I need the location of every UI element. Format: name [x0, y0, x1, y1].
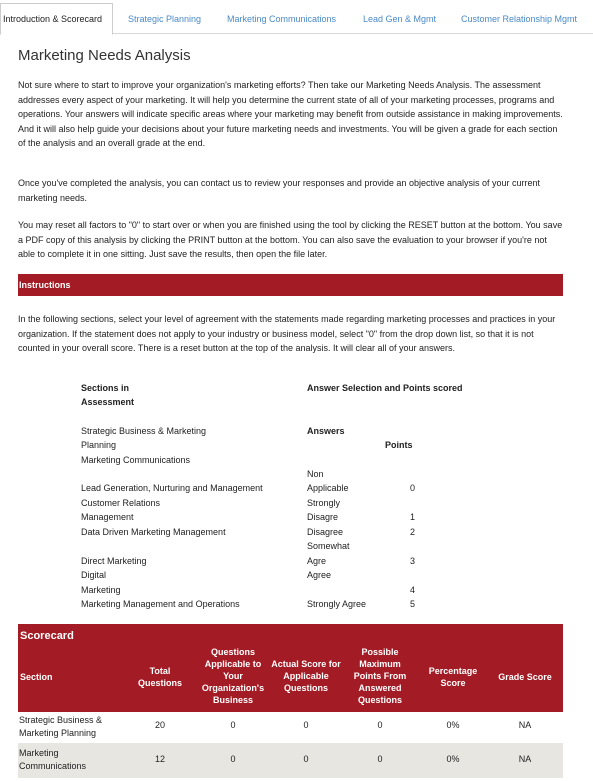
- column-possible-points: Possible Maximum Points From Answered Questions: [353, 647, 407, 705]
- legend-answer: Strongly Agree: [307, 599, 367, 609]
- intro-paragraph-3: You may reset all factors to "0" to start over or when you are finished using the tool by clicking the RESET button at the bottom. You save a PDF copy of this analysis by clicking the PRINT button at the bottom. You can also save the evaluation to your browser if you're not able to complete it in one sitting. Just save the results, then open the file later.: [18, 220, 563, 259]
- row-applicable: 0: [230, 754, 236, 764]
- tab-marketing-communications[interactable]: Marketing Communications: [227, 14, 337, 24]
- legend-point: 5: [410, 599, 416, 609]
- legend-section: Customer Relations: [81, 498, 161, 508]
- tab-customer-relationship-mgmt[interactable]: Customer Relationship Mgmt: [461, 14, 578, 24]
- column-total-questions: Total Questions: [137, 666, 182, 688]
- legend-section: Marketing: [81, 585, 121, 595]
- legend-answer: Agre: [307, 556, 327, 566]
- answer-selection-header: Answer Selection and Points scored: [307, 383, 463, 393]
- legend-section: Planning: [81, 440, 117, 450]
- legend-point: 1: [410, 512, 416, 522]
- legend-section: Marketing Communications: [81, 455, 191, 465]
- row-possible: 0: [377, 754, 383, 764]
- intro-paragraph-2: Once you've completed the analysis, you can contact us to review your responses and provide an objective analysis of your current marketing needs.: [18, 178, 540, 203]
- legend-section: Management: [81, 512, 134, 522]
- row-section: Strategic Business & Marketing Planning: [19, 715, 103, 738]
- legend-section: Direct Marketing: [81, 556, 147, 566]
- legend-point: 4: [410, 585, 416, 595]
- legend-answer: Non: [307, 469, 324, 479]
- column-grade: Grade Score: [498, 672, 552, 682]
- row-possible: 0: [377, 720, 383, 730]
- tab-lead-gen-mgmt[interactable]: Lead Gen & Mgmt: [363, 14, 437, 24]
- legend-answer: Somewhat: [307, 541, 350, 551]
- row-grade: NA: [518, 720, 532, 730]
- legend-answer: Disagree: [307, 527, 344, 537]
- column-section: Section: [20, 672, 53, 682]
- legend-section: Marketing Management and Operations: [81, 599, 240, 609]
- tab-strategic-planning[interactable]: Strategic Planning: [128, 14, 202, 24]
- legend-point: 2: [410, 527, 416, 537]
- instructions-text: In the following sections, select your level of agreement with the statements made regarding marketing processes and practices in your organization. If the statement does not apply to your industry or business model, select "0" from the drop down list, so that it is not counted in your overall score. There is a reset button at the top of the analysis. It will clear all of your answers.: [18, 314, 556, 353]
- instructions-heading: Instructions: [18, 274, 563, 296]
- sections-header-2: Assessment: [81, 397, 135, 407]
- row-percentage: 0%: [446, 754, 460, 764]
- legend-answer: Agree: [307, 570, 332, 580]
- row-percentage: 0%: [446, 720, 460, 730]
- column-applicable-questions: Questions Applicable to Your Organization's Business: [201, 647, 265, 705]
- scorecard-header: [18, 624, 563, 712]
- legend-answer: Applicable: [307, 483, 349, 493]
- answers-label: Answers: [307, 426, 345, 436]
- table-row: [18, 712, 563, 743]
- scorecard-title: Scorecard: [20, 630, 74, 642]
- legend-answer: Strongly: [307, 498, 341, 508]
- legend-section: Lead Generation, Nurturing and Management: [81, 483, 263, 493]
- legend-section: Digital: [81, 570, 107, 580]
- intro-paragraph-1: Not sure where to start to improve your organization's marketing efforts? Then take our Marketing Needs Analysis. The assessment addresses every aspect of your marketing. It will help you determine the current state of all of your marketing processes, programs and operations. Your answers will indicate specific areas where your marketing may benefit from outside assistance in making improvements. And it will also help guide your decisions about your future marketing needs and investments. You will be given a grade for each section of the analysis and an overall grade at the end.: [18, 80, 563, 148]
- row-total: 12: [154, 754, 165, 764]
- row-total: 20: [154, 720, 165, 730]
- tab-introduction-scorecard[interactable]: Introduction & Scorecard: [0, 3, 113, 35]
- row-grade: NA: [518, 754, 532, 764]
- legend-answer: Disagre: [307, 512, 339, 522]
- column-percentage: Percentage Score: [428, 666, 478, 688]
- legend-point: 3: [410, 556, 416, 566]
- legend-section: Data Driven Marketing Management: [81, 527, 226, 537]
- column-actual-score: Actual Score for Applicable Questions: [271, 659, 341, 693]
- page-title: Marketing Needs Analysis: [18, 47, 191, 64]
- row-applicable: 0: [230, 720, 236, 730]
- row-actual: 0: [303, 754, 309, 764]
- table-row: [18, 743, 563, 778]
- points-label: Points: [385, 440, 413, 450]
- legend-section: Strategic Business & Marketing: [81, 426, 207, 436]
- row-actual: 0: [303, 720, 309, 730]
- tab-bar: [0, 0, 593, 34]
- legend-point: 0: [410, 483, 416, 493]
- sections-header: Sections in: [81, 383, 130, 393]
- row-section: Marketing Communications: [19, 748, 87, 771]
